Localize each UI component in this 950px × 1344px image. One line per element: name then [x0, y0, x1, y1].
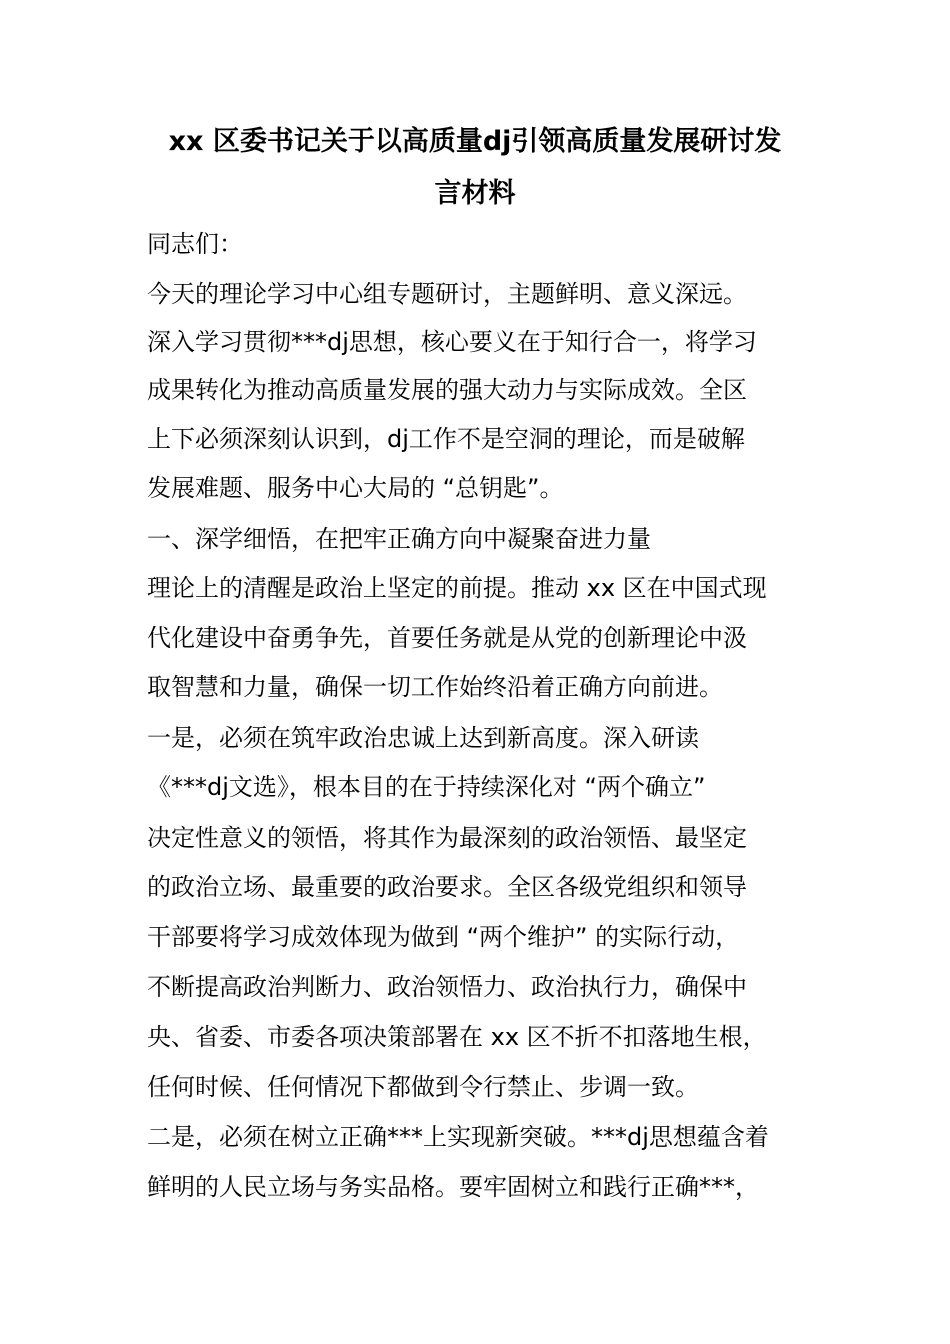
- document-title-line-2: 言材料: [434, 178, 516, 209]
- body-line: 干部要将学习成效体现为做到 “两个维护” 的实际行动，: [147, 923, 740, 951]
- body-line: 《***dj文选》，根本目的在于持续深化对 “两个确立”: [147, 773, 706, 801]
- body-line: 上下必须深刻认识到，dj工作不是空洞的理论，而是破解: [147, 425, 745, 453]
- body-line: 的政治立场、最重要的政治要求。全区各级党组织和领导: [147, 873, 747, 901]
- body-line: 成果转化为推动高质量发展的强大动力与实际成效。全区: [147, 376, 747, 404]
- body-line: 深入学习贯彻***dj思想，核心要义在于知行合一，将学习: [147, 328, 757, 356]
- body-line: 决定性意义的领悟，将其作为最深刻的政治领悟、最坚定: [147, 824, 747, 852]
- body-line: 取智慧和力量，确保一切工作始终沿着正确方向前进。: [147, 673, 723, 701]
- salutation: 同志们：: [147, 230, 243, 258]
- body-line: 鲜明的人民立场与务实品格。要牢固树立和践行正确***，: [147, 1173, 759, 1201]
- body-line: 任何时候、任何情况下都做到令行禁止、步调一致。: [147, 1073, 699, 1101]
- body-line: 央、省委、市委各项决策部署在 xx 区不折不扣落地生根，: [147, 1023, 767, 1051]
- body-line: 二是，必须在树立正确***上实现新突破。***dj思想蕴含着: [147, 1123, 769, 1151]
- document-title-line-1: xx 区委书记关于以高质量dj引领高质量发展研讨发: [168, 126, 782, 157]
- body-line: 代化建设中奋勇争先，首要任务就是从党的创新理论中汲: [147, 624, 747, 652]
- body-line: 发展难题、服务中心大局的 “总钥匙”。: [147, 474, 564, 502]
- section-heading: 一、深学细悟，在把牢正确方向中凝聚奋进力量: [147, 525, 651, 553]
- body-line: 一是，必须在筑牢政治忠诚上达到新高度。深入研读: [147, 724, 699, 752]
- body-line: 不断提高政治判断力、政治领悟力、政治执行力，确保中: [147, 973, 747, 1001]
- body-line: 理论上的清醒是政治上坚定的前提。推动 xx 区在中国式现: [147, 574, 767, 602]
- body-line: 今天的理论学习中心组专题研讨，主题鲜明、意义深远。: [147, 280, 747, 308]
